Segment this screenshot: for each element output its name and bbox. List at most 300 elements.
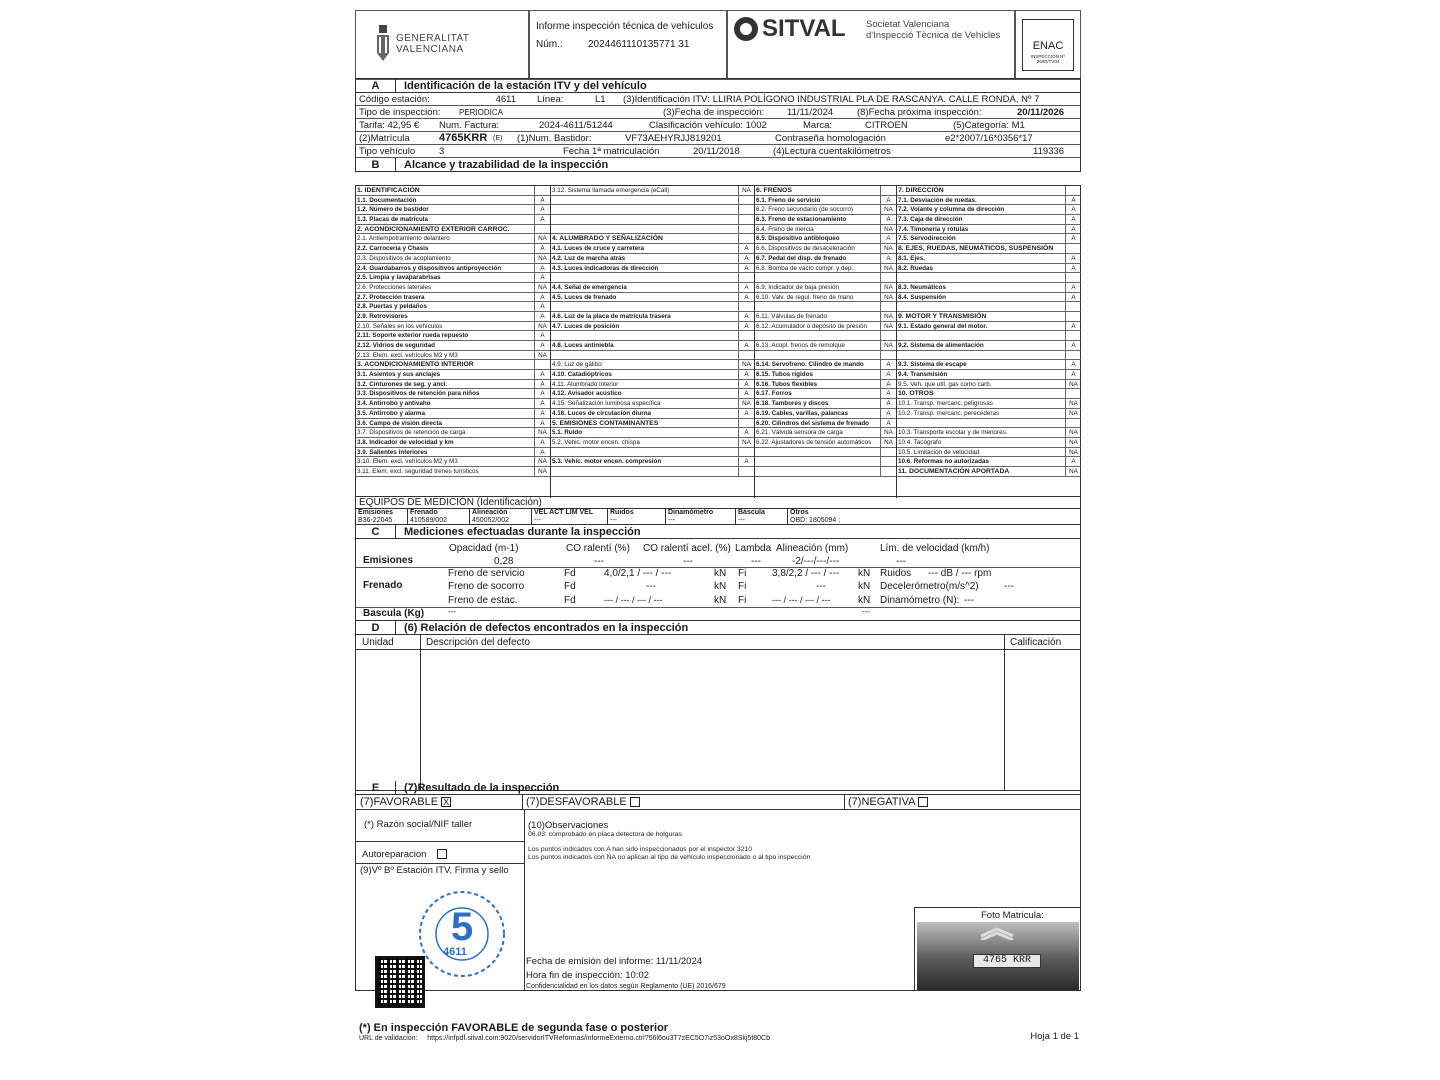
scope-item-result (880, 351, 896, 360)
scope-item-result: A (534, 438, 550, 447)
scope-item-result: NA (534, 457, 550, 466)
scope-item (356, 254, 550, 264)
scope-item (356, 283, 550, 293)
scope-item-label: 6.16. Tubos flexibles (756, 380, 818, 388)
scope-item-label: 9.2. Sistema de alimentación (898, 342, 984, 349)
scope-item (755, 254, 896, 264)
equipment-columns (356, 508, 1080, 524)
scope-item (356, 273, 550, 283)
url-label: URL de validación: (359, 1035, 418, 1042)
equipment-column (736, 509, 788, 524)
scope-item-label: 3.7. Dispositivos de retención de carga (357, 429, 466, 437)
scope-item (897, 360, 1081, 370)
observacion-3: Los puntos indicados con NA no aplican al tipo de vehículo inspeccionado o al tipo inspección (528, 854, 811, 861)
scope-item-result: NA (534, 234, 550, 243)
scope-column-4 (897, 186, 1081, 498)
scope-item (755, 360, 896, 370)
gv-logo-box (355, 10, 529, 80)
scope-item (356, 409, 550, 419)
equipment-name: Ruidos (610, 509, 634, 516)
fd-label-2: Fd (564, 581, 576, 592)
validation-url-link[interactable]: https://infpdf.sitval.com:9020/servidorITVReformas/informeExterno.ctrl?56l6ou3T7zEC5O7iz53oOx8Skj5t80Cb (427, 1035, 771, 1042)
scope-item (551, 448, 754, 458)
scope-item-result (1065, 351, 1081, 360)
scope-item (356, 428, 550, 438)
scope-item-result: A (534, 399, 550, 408)
photo-box (914, 907, 1080, 991)
scope-item-label: 10.2. Transp. mercanc. perecederas (898, 409, 1000, 417)
scope-item-label: 3.12. Sistema llamada emergencia (eCall) (552, 187, 670, 194)
ruidos-value: --- dB / --- rpm (928, 568, 992, 579)
scope-item-result (534, 360, 550, 369)
lambda-label: Lambda (735, 543, 772, 554)
scope-item (897, 467, 1081, 477)
scope-item-label (551, 351, 738, 360)
lim-vel-label: Lím. de velocidad (km/h) (880, 543, 990, 554)
scope-item-label (755, 331, 880, 340)
fs-fd-value: 4,0/2,1 / --- / --- (604, 568, 672, 579)
scope-item (356, 331, 550, 341)
scope-item (897, 302, 1081, 312)
observaciones-title: (10)Observaciones (528, 820, 609, 831)
scope-item (551, 312, 754, 322)
scope-item-label: 4.8. Luces antiniebla (552, 342, 614, 349)
scope-item-result: A (738, 283, 754, 292)
scope-item (897, 293, 1081, 303)
scope-item-result: NA (1065, 399, 1081, 408)
equipment-section (355, 497, 1081, 525)
scope-item-result: NA (880, 283, 896, 292)
scope-item (897, 215, 1081, 225)
equipment-column (356, 509, 408, 524)
matricula-sup: (E) (493, 134, 503, 142)
scope-item (897, 331, 1081, 341)
scope-item-label: 10.6. Reformas no autorizadas (898, 458, 989, 466)
scope-item (755, 264, 896, 274)
enac-box (1015, 10, 1081, 80)
scope-item-result (738, 448, 754, 457)
scope-item-label: 8. EJES, RUEDAS, NEUMÁTICOS, SUSPENSIÓN (898, 245, 1054, 253)
unidad-header: Unidad (362, 637, 394, 648)
confidencialidad: Confidencialidad en los datos según Reglamento (UE) 2016/679 (526, 983, 726, 990)
scope-item (356, 234, 550, 244)
scope-item-result: A (534, 380, 550, 389)
scope-item-result: A (738, 370, 754, 379)
scope-item-result: NA (880, 322, 896, 331)
scope-item (356, 215, 550, 225)
kn-4: kN (858, 568, 871, 579)
scope-item-label: 9.3. Sistema de escape (898, 361, 967, 369)
equipment-title: EQUIPOS DE MEDICIÓN (Identificación) (359, 497, 542, 508)
section-d (355, 621, 1081, 791)
scope-item-result: A (880, 215, 896, 224)
equipment-column (666, 509, 736, 524)
scope-item (897, 312, 1081, 322)
scope-item (551, 331, 754, 341)
scope-item (356, 341, 550, 351)
scope-item-label: 6.20. Cilindros del sistema de frenado (756, 419, 870, 427)
section-e-title: (7)Resultado de la inspección (404, 781, 560, 794)
scope-item (897, 322, 1081, 332)
scope-item-label: 4.9. Luz de gálibo (552, 361, 602, 369)
scope-item-label: 1. IDENTIFICACIÓN (357, 187, 420, 194)
scope-item-result: A (738, 264, 754, 273)
calificacion-header: Calificación (1010, 637, 1062, 648)
scope-item-result: A (534, 205, 550, 214)
scope-item-label (551, 196, 738, 205)
scope-item-label: 2.12. Vidrios de seguridad (357, 342, 435, 349)
scope-item (755, 215, 896, 225)
negativa-checkbox (918, 797, 928, 807)
scope-item-label: 6.13. Acopl. frenos de remolque (756, 342, 845, 349)
scope-item-result (1065, 302, 1081, 311)
scope-item (551, 244, 754, 254)
scope-item-label (551, 273, 738, 282)
vb-estacion-label: (9)Vº Bº Estación ITV, Firma y sello (360, 865, 509, 876)
scope-item-label: 6.21. Válvula sensora de carga (756, 429, 843, 437)
scope-item-label: 2.11. Soporte exterior rueda repuesto (357, 332, 469, 340)
scope-item-label: 4. ALUMBRADO Y SEÑALIZACIÓN (552, 235, 663, 243)
sitval-box (727, 10, 1015, 80)
scope-item-result: A (534, 196, 550, 205)
dinam-value: --- (964, 595, 974, 606)
scope-item-label: 4.7. Luces de posición (552, 322, 620, 330)
scope-item (897, 234, 1081, 244)
scope-item-label (551, 205, 738, 214)
scope-item-label: 4.2. Luz de marcha atrás (552, 254, 626, 262)
fecha-emision: Fecha de emisión del informe: 11/11/2024 (526, 956, 703, 967)
alineacion-label: Alineación (mm) (776, 543, 849, 554)
ident-value: LLIRIA POLÍGONO INDUSTRIAL PLA DE RASCANYA. CALLE RONDA, Nº 7 (712, 93, 1040, 105)
marca-value: CITROEN (865, 119, 908, 131)
scope-item-result (534, 186, 550, 195)
linea-value: L1 (595, 93, 606, 105)
enac-sub: INSPECCIÓN Nº 26/EI/TV04 (1030, 54, 1066, 64)
favorable-label: (7)FAVORABLE (360, 796, 439, 808)
scope-item-label (755, 457, 880, 466)
equipment-column (470, 509, 532, 524)
scope-item (551, 186, 754, 196)
scope-item-result: A (1065, 293, 1081, 302)
scope-item (755, 196, 896, 206)
scope-item-label: 9. MOTOR Y TRANSMISIÓN (898, 312, 987, 320)
scope-item-result: NA (738, 399, 754, 408)
scope-item (551, 351, 754, 361)
equipment-column (408, 509, 470, 524)
scope-item (551, 419, 754, 429)
homol-label: Contraseña homologación (775, 132, 886, 144)
scope-item (551, 399, 754, 409)
negativa-option (848, 796, 928, 808)
scope-item-label: 7.4. Timonería y rótulas (898, 225, 969, 233)
scope-item-result: A (534, 215, 550, 224)
fe-fi-value: --- / --- / --- / --- (772, 595, 831, 605)
scope-item-result (534, 225, 550, 234)
gv-name-1: GENERALITAT (396, 33, 470, 44)
report-num-value: 2024461110135771 31 (588, 39, 690, 50)
scope-item-label: 3. ACONDICIONAMIENTO INTERIOR (357, 361, 474, 369)
fi-label-2: Fi (738, 581, 747, 592)
scope-item (356, 457, 550, 467)
scope-item (551, 254, 754, 264)
scope-item (551, 302, 754, 312)
scope-item (755, 419, 896, 429)
scope-item (551, 273, 754, 283)
negativa-label: (7)NEGATIVA (848, 796, 915, 808)
scope-item (551, 215, 754, 225)
scope-item-result: A (738, 380, 754, 389)
scope-item (356, 205, 550, 215)
report-number-box (529, 10, 727, 80)
scope-item-label: 3.1. Asientos y sus anclajes (357, 371, 441, 379)
bastidor-label: (1)Num. Bastidor: (517, 132, 592, 144)
scope-item (897, 196, 1081, 206)
scope-item-label: 6.2. Freno secundario (de socorro) (756, 206, 853, 214)
matricula-value: 4765KRR (439, 132, 488, 144)
scope-item-label: 3.5. Antirrobo y alarma (357, 409, 426, 417)
stamp-number: 5 (451, 905, 474, 949)
scope-item (551, 370, 754, 380)
descripcion-header: Descripción del defecto (426, 637, 530, 648)
scope-item-result: A (534, 341, 550, 350)
scope-item (356, 360, 550, 370)
scope-item-label: 4.4. Señal de emergencia (552, 283, 627, 291)
scope-item-label: 6.12. Acumulador o depósito de presión (756, 322, 867, 330)
scope-item-label: 2.4. Guardabarros y dispositivos antiproyección (357, 264, 502, 272)
kn-5: kN (858, 581, 871, 592)
equipment-name: Otros (790, 509, 809, 516)
scope-item-result: NA (1065, 448, 1081, 457)
sitval-gear-icon (732, 15, 760, 43)
scope-item-result: NA (880, 341, 896, 350)
scope-item-result: A (534, 389, 550, 398)
scope-item-result: A (1065, 283, 1081, 292)
factura-value: 2024-4611/51244 (539, 119, 613, 131)
scope-item-result: A (880, 409, 896, 418)
equipment-id: --- (610, 516, 617, 524)
page-indicator: Hoja 1 de 1 (1030, 1031, 1079, 1042)
frenado-label: Frenado (363, 580, 403, 591)
scope-item-result: A (738, 428, 754, 437)
scope-item-result (1065, 244, 1081, 253)
scope-item-label: 3.10. Elem. excl. vehículos M2 y M3 (357, 458, 458, 466)
scope-item-label: 7. DIRECCIÓN (898, 187, 944, 194)
bascula-value-2: --- (862, 607, 870, 616)
scope-item-label: 6.9. Indicador de baja presión (756, 283, 839, 291)
scope-item-label (551, 467, 738, 476)
scope-item-label (755, 351, 880, 360)
dinam-label: Dinamómetro (N): (880, 595, 960, 606)
alineacion-value: -2/---/---/--- (792, 556, 840, 567)
scope-item-label: 4.10. Catadióptricos (552, 371, 612, 379)
scope-item-label: 8.1. Ejes. (898, 254, 925, 262)
scope-item (755, 283, 896, 293)
scope-item-result: NA (880, 312, 896, 321)
scope-item (897, 409, 1081, 419)
scope-item-result: A (534, 419, 550, 428)
scope-column-3 (755, 186, 897, 498)
scope-item-label: 3.3. Dispositivos de retención para niños (357, 390, 480, 398)
report-title: Informe inspección técnica de vehículos (536, 21, 714, 32)
scope-item-result: A (1065, 215, 1081, 224)
scope-item (551, 457, 754, 467)
coa-label: CO ralentí acel. (%) (643, 543, 731, 554)
scope-item (356, 293, 550, 303)
scope-item-label: 5.2. Vehic. motor encen. chispa (552, 438, 640, 446)
scope-item-label: 4.1. Luces de cruce y carretera (552, 245, 645, 253)
equipment-name: Emisiones (358, 509, 394, 516)
scope-item-result: A (534, 244, 550, 253)
scope-item-result: A (738, 341, 754, 350)
scope-item-result (880, 331, 896, 340)
scope-item-result: A (1065, 196, 1081, 205)
scope-item-result (880, 457, 896, 466)
scope-item-label (897, 273, 1065, 282)
scope-item-result: A (738, 254, 754, 263)
scope-item-result: A (1065, 322, 1081, 331)
scope-item-label: 10.4. Tacógrafo (898, 438, 942, 446)
scope-item-label (551, 215, 738, 224)
scope-item (356, 186, 550, 196)
section-c (355, 525, 1081, 621)
scope-item-result: A (534, 264, 550, 273)
tipo-vehiculo-value: 3 (439, 145, 445, 157)
scope-item-result: NA (880, 438, 896, 447)
scope-item-result: A (738, 244, 754, 253)
scope-item-result (1065, 312, 1081, 321)
scope-item (356, 448, 550, 458)
scope-item-result (738, 419, 754, 428)
scope-item (897, 283, 1081, 293)
scope-item-label: 1.3. Placas de matrícula (357, 216, 429, 224)
section-d-letter: D (356, 621, 396, 635)
scope-item-result: A (1065, 360, 1081, 369)
scope-item (897, 438, 1081, 448)
scope-item-result (880, 467, 896, 476)
scope-item-result: NA (1065, 438, 1081, 447)
scope-item-result: A (1065, 234, 1081, 243)
scope-item (897, 448, 1081, 458)
scope-item (897, 370, 1081, 380)
scope-item-label: 5.3. Vehic. motor encen. compresión (552, 458, 662, 466)
co-value: --- (594, 556, 604, 567)
scope-item-result: A (534, 312, 550, 321)
scope-item (897, 399, 1081, 409)
scope-item-label: 9.1. Estado general del motor. (898, 322, 988, 330)
scope-item (356, 302, 550, 312)
scope-item-result (880, 302, 896, 311)
equipment-id: --- (534, 516, 541, 524)
scope-item (755, 312, 896, 322)
scope-item-label: 2.7. Protección trasera (357, 293, 425, 301)
scope-item-result (1065, 389, 1081, 398)
ident-label: (3)Identificación ITV: (623, 93, 710, 105)
scope-item-label: 6.22. Ajustadores de tensión automáticos (756, 438, 872, 446)
section-e-letter: E (356, 781, 396, 795)
scope-item (755, 244, 896, 254)
inspection-report (355, 10, 1081, 1050)
tipo-vehiculo-label: Tipo vehículo (359, 145, 416, 157)
section-a-title: Identificación de la estación ITV y del vehículo (404, 79, 647, 92)
scope-item (755, 341, 896, 351)
equipment-id: OBD: 1805094 ; (790, 516, 841, 524)
scope-item (755, 234, 896, 244)
scope-item-result: NA (1065, 409, 1081, 418)
favorable-checkbox: X (443, 797, 450, 808)
license-plate: 4765 KRR (973, 954, 1041, 968)
scope-item (356, 380, 550, 390)
fecha-value: 11/11/2024 (787, 106, 834, 118)
fi-label-1: Fi (738, 568, 747, 579)
scope-item-label: 3.11. Elem. excl. seguridad trenes turísticos (357, 467, 479, 475)
scope-item-result: A (880, 389, 896, 398)
scope-item-result: A (880, 234, 896, 243)
scope-item-result: NA (534, 283, 550, 292)
scope-item (755, 273, 896, 283)
scope-item (755, 205, 896, 215)
report-footer (355, 1022, 1081, 1042)
scope-item-result: A (738, 457, 754, 466)
scope-item-result (738, 273, 754, 282)
equipment-id: --- (668, 516, 675, 524)
scope-item-result (738, 225, 754, 234)
scope-item-result: A (880, 370, 896, 379)
scope-item-label: 6.19. Cables, varillas, palancas (756, 409, 849, 417)
scope-item-label: 10.1. Transp. mercanc. peligrosas (898, 400, 993, 408)
scope-item-result: A (738, 409, 754, 418)
plate-photo (917, 922, 1079, 990)
section-a-letter: A (356, 79, 396, 93)
decel-value: --- (1004, 581, 1014, 592)
scope-item (897, 254, 1081, 264)
scope-item (356, 225, 550, 235)
scope-item (356, 399, 550, 409)
report-num-label: Núm.: (536, 39, 563, 50)
enac-logo (1022, 19, 1074, 71)
fs-fi-value: 3,8/2,2 / --- / --- (772, 568, 840, 579)
scope-item-result (738, 351, 754, 360)
scope-item (356, 264, 550, 274)
scope-item (755, 293, 896, 303)
scope-item (755, 225, 896, 235)
scope-item (356, 370, 550, 380)
equipment-column (788, 509, 1080, 524)
scope-item-label: 9.4. Transmisión (898, 371, 948, 379)
scope-item-label: 10. OTROS (898, 390, 934, 398)
equipment-name: Alineación (472, 509, 508, 516)
autoreparacion-checkbox (437, 849, 447, 859)
scope-item (897, 457, 1081, 467)
scope-item-result: A (880, 380, 896, 389)
fd-label-3: Fd (564, 595, 576, 606)
scope-item (897, 380, 1081, 390)
scope-item (356, 438, 550, 448)
scope-item (897, 419, 1081, 429)
scope-item-result: A (1065, 225, 1081, 234)
scope-item-result: A (1065, 341, 1081, 350)
scope-item (551, 225, 754, 235)
fecha-label: (3)Fecha de inspección: (663, 106, 765, 118)
scope-item-result: A (880, 399, 896, 408)
scope-item (551, 341, 754, 351)
equipment-id: --- (738, 516, 745, 524)
scope-item-label: 2.9. Retrovisores (357, 312, 408, 320)
footer-note: (*) En inspección FAVORABLE de segunda fase o posterior (359, 1022, 669, 1034)
factura-label: Num. Factura: (439, 119, 500, 131)
scope-item-result (738, 467, 754, 476)
scope-item-result (738, 234, 754, 243)
scope-item-result: A (1065, 205, 1081, 214)
